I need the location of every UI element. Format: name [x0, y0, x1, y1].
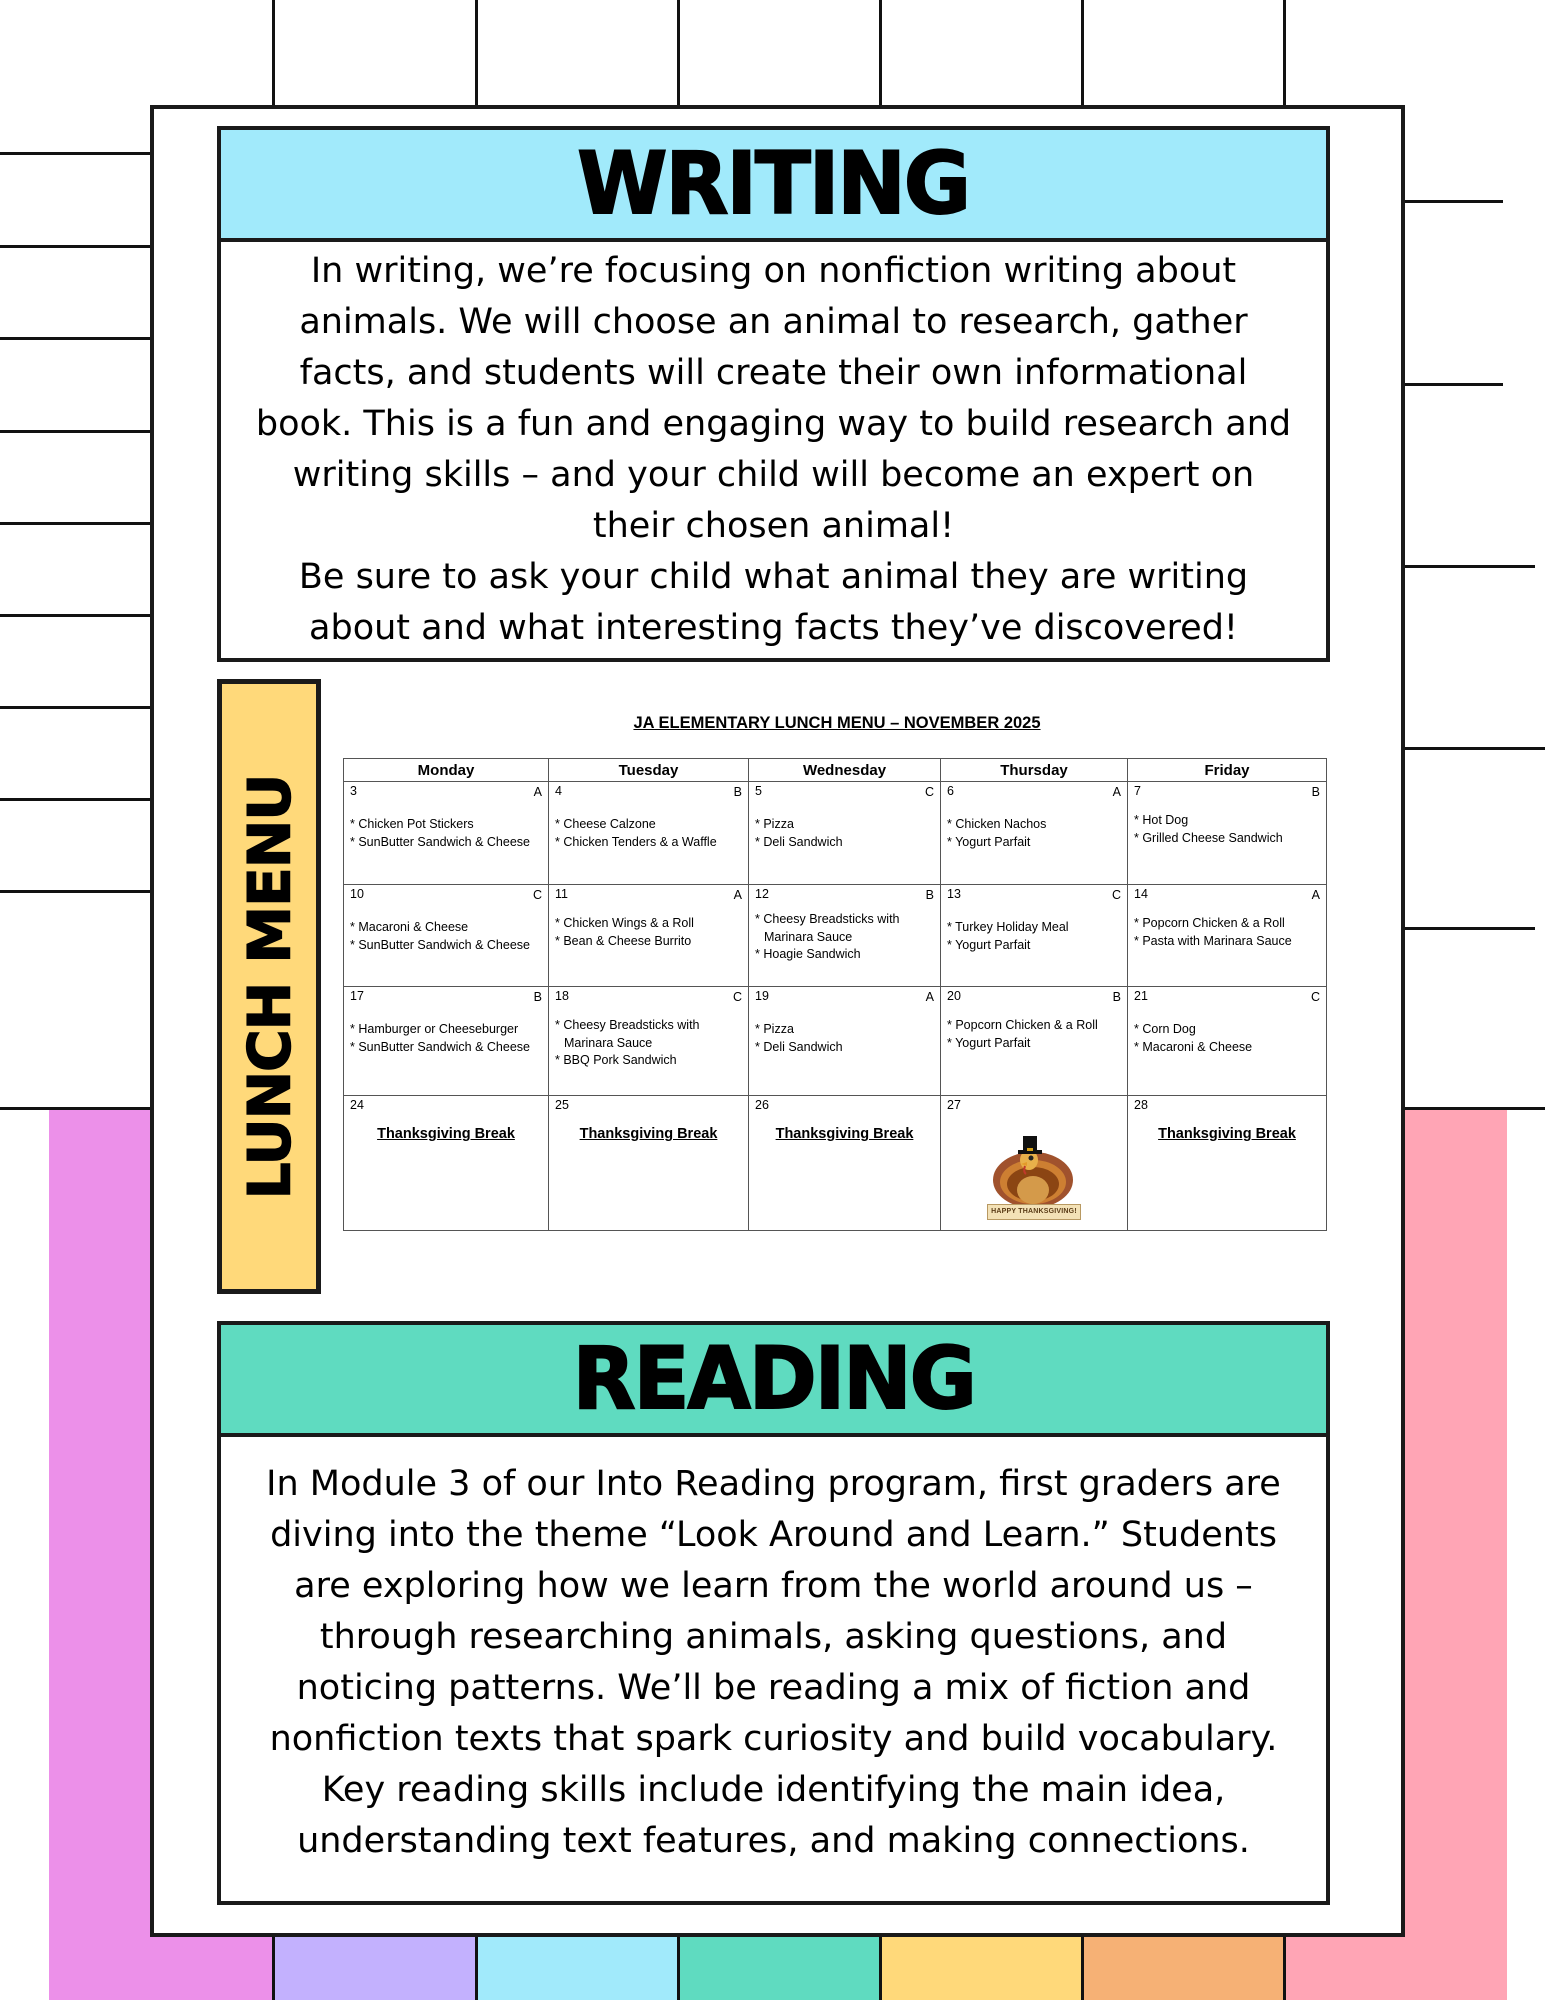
day-number: 20 — [947, 989, 961, 1003]
menu-item: * Yogurt Parfait — [947, 834, 1031, 849]
calendar-cell — [749, 782, 941, 885]
calendar-cell — [749, 1096, 941, 1231]
day-number: 12 — [755, 887, 769, 901]
column-header: Friday — [1128, 759, 1327, 782]
calendar-week-row — [344, 885, 1327, 987]
grid-line — [0, 245, 152, 248]
menu-item: * Turkey Holiday Meal — [947, 920, 1069, 934]
menu-item: * Yogurt Parfait — [947, 1035, 1031, 1050]
calendar-cell — [344, 782, 549, 885]
menu-item: * Pasta with Marinara Sauce — [1134, 933, 1292, 948]
rotation-letter: C — [924, 785, 934, 799]
menu-item: * Hoagie Sandwich — [755, 947, 861, 961]
menu-item: * Cheesy Breadsticks with Marinara Sauce — [555, 1018, 700, 1050]
day-number: 5 — [755, 784, 762, 798]
menu-item: * Bean & Cheese Burrito — [555, 933, 692, 948]
turkey-icon — [985, 1132, 1081, 1222]
rotation-letter: A — [733, 888, 742, 902]
writing-paragraph-2: Be sure to ask your child what animal they are writing about and what interesting facts they’ve discovered! — [298, 557, 1249, 648]
day-number: 28 — [1134, 1098, 1148, 1112]
thanksgiving-break-label: Thanksgiving Break — [1158, 1126, 1296, 1142]
menu-item: * SunButter Sandwich & Cheese — [350, 1039, 530, 1054]
day-number: 4 — [555, 784, 562, 798]
day-number: 24 — [350, 1098, 364, 1112]
writing-section — [217, 126, 1330, 662]
bottom-strip-left — [152, 1935, 272, 2000]
grid-line — [0, 152, 152, 155]
menu-item: * Macaroni & Cheese — [350, 920, 469, 934]
day-number: 3 — [350, 784, 357, 798]
day-number: 21 — [1134, 989, 1148, 1003]
grid-line — [0, 522, 152, 525]
day-number: 19 — [755, 989, 769, 1003]
calendar-week-row — [344, 987, 1327, 1096]
menu-item: * Macaroni & Cheese — [1134, 1039, 1253, 1054]
day-number: 13 — [947, 887, 961, 901]
calendar-cell — [749, 885, 941, 987]
day-number: 27 — [947, 1098, 961, 1112]
menu-item: * SunButter Sandwich & Cheese — [350, 834, 530, 849]
bottom-strip-blue — [478, 1935, 677, 2000]
grid-line — [0, 337, 152, 340]
grid-line — [1081, 1935, 1084, 2000]
grid-line — [1405, 383, 1503, 386]
grid-line — [272, 0, 275, 108]
bottom-strip-teal — [680, 1935, 879, 2000]
newsletter-page — [150, 105, 1405, 1937]
menu-item: * Grilled Cheese Sandwich — [1134, 830, 1283, 845]
grid-line — [1283, 0, 1286, 108]
menu-item: * Yogurt Parfait — [947, 937, 1031, 952]
thanksgiving-break-label: Thanksgiving Break — [775, 1126, 914, 1142]
calendar-cell — [549, 885, 749, 987]
lunch-menu-label-text: LUNCH MENU — [235, 774, 303, 1199]
calendar-week-row — [344, 1096, 1327, 1231]
grid-line — [1081, 0, 1084, 108]
menu-item: * SunButter Sandwich & Cheese — [350, 937, 530, 952]
bottom-strip-yellow — [882, 1935, 1081, 2000]
menu-item: * Pizza — [755, 1022, 794, 1036]
rotation-letter: C — [1310, 990, 1320, 1004]
grid-line — [0, 798, 152, 801]
menu-item: * Deli Sandwich — [755, 1039, 843, 1054]
reading-paragraph: In Module 3 of our Into Reading program, first graders are diving into the theme “Look Around and Learn.” Students are exploring how we learn from the world around us – through researching animals, asking questions, and noticing patterns. We’ll be reading a mix of fiction and nonfiction texts that spark curiosity and build vocabulary. Key reading skills include identifying the main idea, understanding text features, and making connections. — [266, 1464, 1281, 1861]
writing-title: WRITING — [577, 134, 970, 234]
grid-line — [677, 0, 680, 108]
grid-line — [1405, 747, 1545, 750]
column-header: Wednesday — [749, 759, 941, 782]
calendar-cell — [549, 782, 749, 885]
left-color-strip — [49, 1110, 152, 2000]
rotation-letter: B — [1311, 785, 1320, 799]
grid-line — [0, 430, 152, 433]
lunch-menu-title: JA ELEMENTARY LUNCH MENU – NOVEMBER 2025 — [633, 714, 1041, 732]
writing-header — [221, 130, 1326, 242]
calendar-cell — [1128, 987, 1327, 1096]
grid-line — [0, 706, 152, 709]
writing-body — [221, 242, 1326, 654]
menu-item: * Chicken Nachos — [947, 817, 1047, 831]
reading-body — [221, 1437, 1326, 1867]
day-number: 14 — [1134, 887, 1148, 901]
grid-line — [0, 890, 152, 893]
rotation-letter: A — [925, 990, 934, 1004]
day-number: 17 — [350, 989, 364, 1003]
grid-line — [0, 614, 152, 617]
day-number: 7 — [1134, 784, 1141, 798]
menu-item: * Hamburger or Cheeseburger — [350, 1022, 519, 1036]
lunch-menu-label — [217, 679, 321, 1294]
column-header: Monday — [344, 759, 549, 782]
bottom-strip-purple — [275, 1935, 475, 2000]
menu-item: * Hot Dog — [1134, 813, 1189, 827]
grid-line — [879, 0, 882, 108]
calendar-cell — [749, 987, 941, 1096]
rotation-letter: C — [732, 990, 742, 1004]
day-number: 10 — [350, 887, 364, 901]
grid-line — [475, 0, 478, 108]
grid-line — [1405, 565, 1535, 568]
day-number: 25 — [555, 1098, 569, 1112]
calendar-cell — [344, 885, 549, 987]
bottom-strip-orange — [1084, 1935, 1283, 2000]
menu-item: * Cheesy Breadsticks with Marinara Sauce — [755, 912, 900, 944]
calendar-cell — [1128, 782, 1327, 885]
thanksgiving-break-label: Thanksgiving Break — [377, 1126, 515, 1142]
grid-line — [1283, 1935, 1286, 2000]
calendar-cell — [941, 1096, 1128, 1231]
rotation-letter: B — [733, 785, 742, 799]
rotation-letter: C — [1111, 888, 1121, 902]
grid-line — [677, 1935, 680, 2000]
calendar-week-row — [344, 782, 1327, 885]
grid-line — [475, 1935, 478, 2000]
rotation-letter: A — [533, 785, 542, 799]
menu-item: * Chicken Wings & a Roll — [555, 916, 694, 930]
rotation-letter: A — [1311, 888, 1320, 902]
calendar-cell — [941, 987, 1128, 1096]
menu-item: * Pizza — [755, 817, 794, 831]
calendar-header-row — [344, 759, 1327, 782]
menu-item: * Deli Sandwich — [755, 834, 843, 849]
rotation-letter: B — [1112, 990, 1121, 1004]
calendar-cell — [549, 1096, 749, 1231]
menu-item: * Chicken Pot Stickers — [350, 817, 474, 831]
reading-header — [221, 1325, 1326, 1437]
menu-item: * BBQ Pork Sandwich — [555, 1053, 677, 1067]
calendar-cell — [344, 1096, 549, 1231]
menu-item: * Cheese Calzone — [555, 817, 656, 831]
menu-item: * Chicken Tenders & a Waffle — [555, 834, 717, 849]
grid-line — [1405, 200, 1503, 203]
rotation-letter: B — [533, 990, 542, 1004]
thanksgiving-break-label: Thanksgiving Break — [579, 1126, 718, 1142]
day-number: 11 — [555, 887, 568, 901]
calendar-cell — [941, 885, 1128, 987]
day-number: 6 — [947, 784, 954, 798]
right-color-strip — [1405, 1110, 1507, 2000]
calendar-cell — [941, 782, 1128, 885]
writing-paragraph-1: In writing, we’re focusing on nonfiction writing about animals. We will choose an animal to research, gather facts, and students will create their own informational book. This is a fun and engaging way to build research and writing skills – and your child will become an expert on their chosen animal! — [255, 251, 1292, 546]
lunch-calendar — [343, 758, 1327, 1231]
calendar-cell — [1128, 885, 1327, 987]
menu-item: * Corn Dog — [1134, 1022, 1196, 1036]
menu-item: * Popcorn Chicken & a Roll — [947, 1018, 1098, 1032]
calendar-cell — [344, 987, 549, 1096]
column-header: Tuesday — [549, 759, 749, 782]
calendar-cell — [549, 987, 749, 1096]
grid-line — [272, 1935, 275, 2000]
reading-section — [217, 1321, 1330, 1905]
day-number: 26 — [755, 1098, 769, 1112]
grid-line — [879, 1935, 882, 2000]
turkey-caption: HAPPY THANKSGIVING! — [987, 1204, 1081, 1220]
bottom-strip-right — [1286, 1935, 1405, 2000]
menu-item: * Popcorn Chicken & a Roll — [1134, 916, 1285, 930]
grid-line — [1405, 927, 1535, 930]
rotation-letter: A — [1112, 785, 1121, 799]
calendar-cell — [1128, 1096, 1327, 1231]
reading-title: READING — [572, 1329, 975, 1429]
column-header: Thursday — [941, 759, 1128, 782]
rotation-letter: B — [925, 888, 934, 902]
rotation-letter: C — [532, 888, 542, 902]
day-number: 18 — [555, 989, 569, 1003]
